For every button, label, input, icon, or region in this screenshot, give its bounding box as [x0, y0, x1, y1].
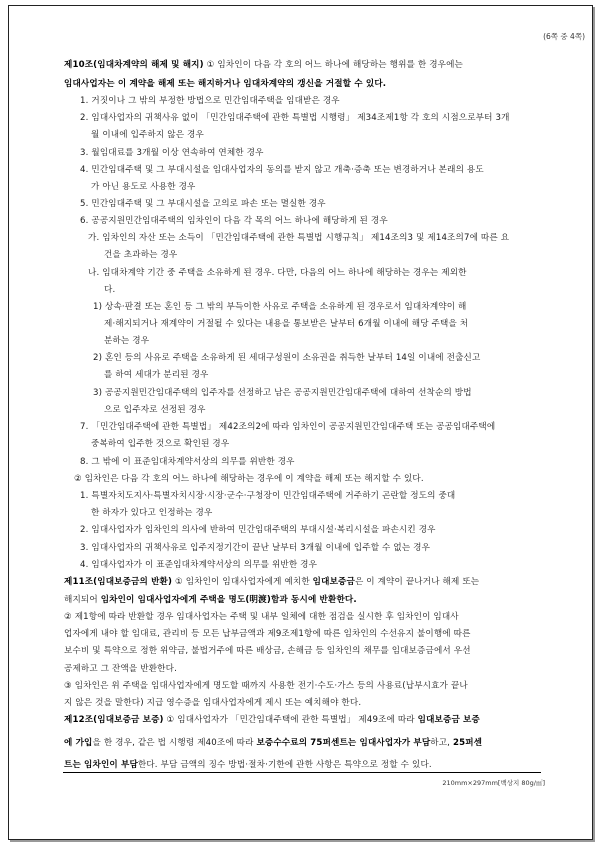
bold-text: 제12조(임대보증금 보증) [64, 715, 164, 725]
text-line [64, 611, 459, 623]
body-text: 1. 특별자치도지사·특별자치시장·시장·군수·구청장이 민간임대주택에 거주하기 곤란할 정도의 중대 [80, 491, 456, 501]
bold-text: 임대사업자는 이 계약을 해제 또는 해지하거나 임대차계약의 갱신을 거절할 수 있다. [64, 79, 387, 89]
text-line [104, 335, 149, 347]
text-line [64, 628, 471, 640]
body-text: 공제하고 그 잔액을 반환한다. [64, 664, 177, 674]
page-number: (6쪽 중 4쪽) [543, 32, 585, 41]
body-text: ② 제1항에 따라 반환할 경우 임대사업자는 주택 및 내부 일체에 대한 점검을 실시한 후 임차인이 임대사 [64, 612, 459, 622]
body-text: 를 하여 세대가 분리된 경우 [104, 370, 209, 380]
text-line [80, 456, 295, 468]
bold-text: 보증수수료의 75퍼센트는 임대사업자가 부담 [256, 738, 431, 748]
text-line [74, 473, 424, 485]
body-text: 건을 초과하는 경우 [104, 250, 178, 260]
text-line [91, 507, 212, 519]
body-text: ① 임차인이 다음 각 호의 어느 하나에 해당하는 행위를 한 경우에는 [203, 60, 464, 70]
body-text: 보수비 및 특약으로 정한 위약금, 불법거주에 따른 배상금, 손해금 등 임차인의 채무를 임대보증금에서 우선 [64, 646, 471, 656]
body-text: 지 않은 것을 말한다) 지급 영수증을 임대사업자에게 제시 또는 예치해야 한다. [64, 698, 362, 708]
text-line [80, 198, 326, 210]
text-line [93, 301, 467, 313]
body-text: ① 임차인이 임대사업자에게 예치한 [172, 577, 313, 587]
body-text: 1. 거짓이나 그 밖의 부정한 방법으로 민간임대주택을 임대받은 경우 [80, 96, 340, 106]
text-line [64, 594, 357, 606]
bold-text: 에 가입 [64, 738, 93, 748]
bold-text: 제11조(임대보증금의 반환) [64, 577, 173, 587]
bold-text: 임대보증금 [312, 577, 355, 587]
body-text: ② 임차인은 다음 각 호의 어느 하나에 해당하는 경우에 이 계약을 해제 또는 해지할 수 있다. [74, 474, 424, 484]
body-text: 8. 그 밖에 이 표준임대차계약서상의 의무를 위반한 경우 [80, 457, 295, 467]
body-text: ① 임대사업자가 「민간임대주택에 관한 특별법」 제49조에 따라 [163, 715, 418, 725]
body-text: ③ 임차인은 위 주택을 임대사업자에게 명도할 때까지 사용한 전기·수도·가스 등의 사용료(납부시효가 끝나 [64, 681, 468, 691]
text-line [64, 59, 463, 71]
body-text: 제·해지되거나 재계약이 거절될 수 있다는 내용을 통보받은 날부터 6개월 이내에 해당 주택을 처 [104, 319, 469, 329]
body-text: 분하는 경우 [104, 336, 150, 346]
text-line [93, 387, 472, 399]
body-text: 3) 공공지원민간임대주택의 입주자를 선정하고 남은 공공지원민간임대주택에 대하여 선착순의 방법 [93, 388, 472, 398]
bold-text: 임대보증금 보증 [417, 715, 480, 725]
body-text: 3. 월임대료를 3개월 이상 연속하여 연체한 경우 [80, 148, 264, 158]
text-line [93, 352, 480, 364]
body-text: 한다. 부담 금액의 징수 방법·절차·기한에 관한 사항은 특약으로 정할 수 있다. [137, 760, 432, 770]
text-line [88, 232, 509, 244]
body-text: 한 하자가 있다고 인정하는 경우 [91, 508, 213, 518]
bold-text: 제10조(임대차계약의 해제 및 해지) [64, 60, 204, 70]
body-text: 2. 임대사업자가 임차인의 의사에 반하여 민간임대주택의 부대시설·복리시설을 파손시킨 경우 [80, 525, 436, 535]
text-line [91, 181, 196, 193]
body-text: 다. [104, 285, 116, 295]
text-line [80, 421, 495, 433]
text-line [104, 404, 206, 416]
text-line [64, 663, 177, 675]
bold-text: 임차인이 임대사업자에게 주택을 명도(明渡)함과 동시에 반환한다. [100, 595, 357, 605]
body-text: 하고, [430, 738, 453, 748]
text-line [64, 697, 361, 709]
bold-text: 25퍼센 [452, 738, 483, 748]
text-line [80, 542, 430, 554]
text-line [80, 147, 264, 159]
bold-text: 트는 임차인이 부담 [64, 760, 138, 770]
text-line [64, 78, 386, 90]
text-line [91, 438, 229, 450]
text-line [80, 215, 388, 227]
body-text: 2) 혼인 등의 사유로 주택을 소유하게 된 세대구성원이 소유권을 취득한 날부터 14일 이내에 전출신고 [93, 353, 481, 363]
body-text: 가. 임차인의 자산 또는 소득이 「민간임대주택에 관한 특별법 시행규칙」 제14조의3 및 제14조의7에 따른 요 [88, 233, 510, 243]
text-line [64, 714, 480, 726]
text-line [80, 524, 436, 536]
text-line [80, 559, 317, 571]
text-line [80, 95, 340, 107]
text-line [80, 490, 455, 502]
body-text: 해지되어 [64, 595, 101, 605]
text-line [104, 369, 209, 381]
body-text: 가 아닌 용도로 사용한 경우 [91, 182, 196, 192]
paper-spec: 210mm×297mm[백상지 80g/㎡] [442, 779, 545, 787]
text-line [64, 645, 471, 657]
body-text: 중복하여 입주한 것으로 확인된 경우 [91, 439, 230, 449]
body-text: 3. 임대사업자의 귀책사유로 입주지정기간이 끝난 날부터 3개월 이내에 입주할 수 없는 경우 [80, 543, 431, 553]
text-line [80, 112, 510, 124]
text-line [104, 318, 468, 330]
body-text: 5. 민간임대주택 및 그 부대시설을 고의로 파손 또는 멸실한 경우 [80, 199, 326, 209]
text-line [64, 737, 482, 749]
body-text: 4. 민간임대주택 및 그 부대시설을 임대사업자의 동의를 받지 않고 개축·증축 또는 변경하거나 본래의 용도 [80, 165, 484, 175]
body-text: 은 이 계약이 끝나거나 해제 또는 [354, 577, 480, 587]
text-line [64, 680, 468, 692]
text-line [64, 759, 432, 771]
body-text: 을 한 경우, 같은 법 시행령 제40조에 따라 [92, 738, 257, 748]
text-line [104, 284, 115, 296]
text-line [88, 267, 467, 279]
body-text: 2. 임대사업자의 귀책사유 없이 「민간임대주택에 관한 특별법 시행령」 제34조제1항 각 호의 시점으로부터 3개 [80, 113, 510, 123]
text-line [80, 164, 484, 176]
body-text: 6. 공공지원민간임대주택의 임차인이 다음 각 목의 어느 하나에 해당하게 된 경우 [80, 216, 388, 226]
footer-rule [63, 772, 541, 773]
body-text: 4. 임대사업자가 이 표준임대차계약서상의 의무를 위반한 경우 [80, 560, 318, 570]
text-line [91, 129, 204, 141]
body-text: 으로 입주자로 선정된 경우 [104, 405, 206, 415]
body-text: 나. 임대차계약 기간 중 주택을 소유하게 된 경우. 다만, 다음의 어느 하나에 해당하는 경우는 제외한 [88, 268, 467, 278]
text-line [64, 576, 479, 588]
body-text: 월 이내에 입주하지 않은 경우 [91, 130, 204, 140]
body-text: 1) 상속·판결 또는 혼인 등 그 밖의 부득이한 사유로 주택을 소유하게 된 경우로서 임대차계약이 해 [93, 302, 467, 312]
body-text: 업자에게 내야 할 임대료, 관리비 등 모든 납부금액과 제9조제1항에 따른 임차인의 수선유지 불이행에 따른 [64, 629, 471, 639]
text-line [104, 249, 177, 261]
body-text: 7. 「민간임대주택에 관한 특별법」 제42조의2에 따라 임차인이 공공지원민간임대주택 또는 공공임대주택에 [80, 422, 496, 432]
